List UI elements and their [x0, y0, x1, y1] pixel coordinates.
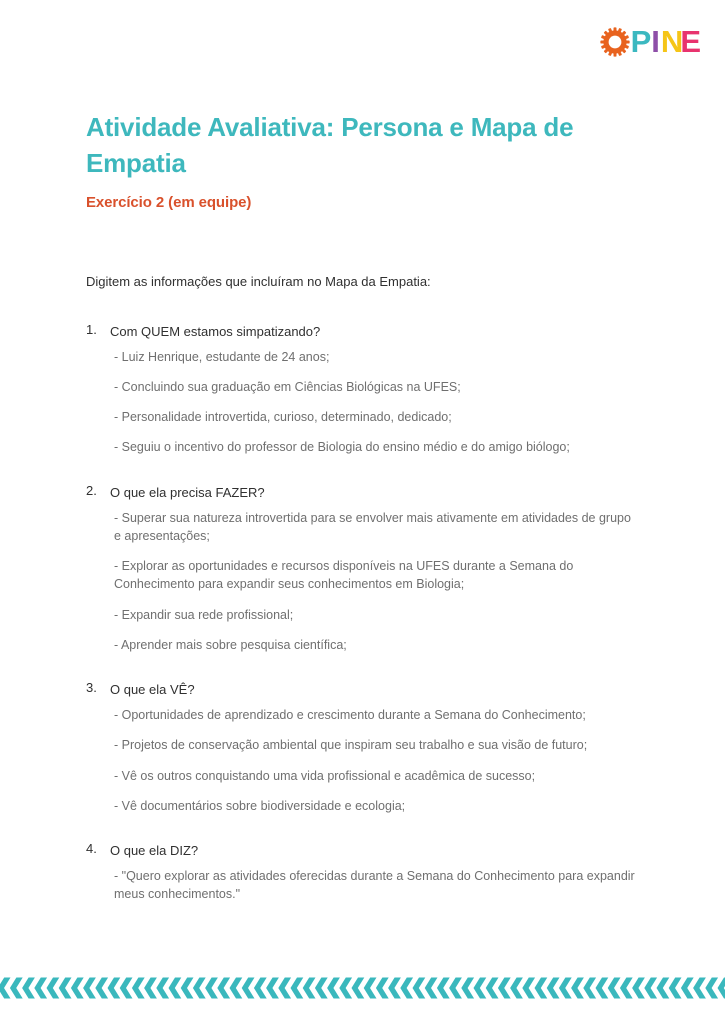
question-text: O que ela DIZ?: [110, 842, 199, 858]
opine-logo: [600, 21, 701, 61]
answer-list: [110, 867, 638, 903]
answer-item: - Explorar as oportunidades e recursos disponíveis na UFES durante a Semana do Conhecimento para expandir seus conhecimentos em Biologia;: [114, 559, 574, 592]
answer-item: - Personalidade introvertida, curioso, determinado, dedicado;: [114, 410, 452, 425]
page-title: Atividade Avaliativa: Persona e Mapa de Empatia: [86, 112, 574, 178]
answer-item: - Aprender mais sobre pesquisa científica;: [114, 637, 347, 652]
list-item: [110, 841, 638, 904]
answer-item: - Projetos de conservação ambiental que inspiram seu trabalho e sua visão de futuro;: [114, 738, 588, 753]
answer-list: [110, 348, 638, 457]
answer-item: - Expandir sua rede profissional;: [114, 607, 294, 622]
question-text: O que ela precisa FAZER?: [110, 484, 265, 500]
list-item: [110, 322, 638, 457]
answer-item: - Concluindo sua graduação em Ciências Biológicas na UFES;: [114, 380, 461, 395]
page-subtitle: Exercício 2 (em equipe): [86, 194, 252, 211]
logo-letter-i: I: [651, 23, 660, 59]
answer-item: - Vê os outros conquistando uma vida profissional e acadêmica de sucesso;: [114, 768, 536, 783]
answer-item: - Vê documentários sobre biodiversidade e ecologia;: [114, 798, 406, 813]
question-text: Com QUEM estamos simpatizando?: [110, 323, 321, 339]
list-item: [110, 680, 638, 815]
gear-icon: [600, 27, 630, 57]
document-body: [86, 272, 638, 904]
question-text: O que ela VÊ?: [110, 681, 195, 697]
footer-chevron-band: [0, 976, 725, 1000]
question-list: [86, 322, 638, 904]
answer-item: - "Quero explorar as atividades oferecidas durante a Semana do Conhecimento para expandir meus conhecimentos.": [114, 869, 635, 902]
answer-item: - Oportunidades de aprendizado e crescimento durante a Semana do Conhecimento;: [114, 708, 586, 723]
logo-letter-n: N: [660, 23, 684, 59]
answer-item: - Luiz Henrique, estudante de 24 anos;: [114, 350, 330, 364]
list-item: [110, 483, 638, 654]
answer-item: - Seguiu o incentivo do professor de Biologia do ensino médio e do amigo biólogo;: [114, 440, 570, 455]
answer-item: - Superar sua natureza introvertida para se envolver mais ativamente em atividades de grupo e apresentações;: [114, 511, 631, 544]
intro-text: Digitem as informações que incluíram no Mapa da Empatia:: [86, 274, 431, 289]
logo-letter-e: E: [680, 23, 701, 59]
answer-list: [110, 706, 638, 815]
logo-letter-p: P: [630, 23, 652, 59]
answer-list: [110, 509, 638, 654]
